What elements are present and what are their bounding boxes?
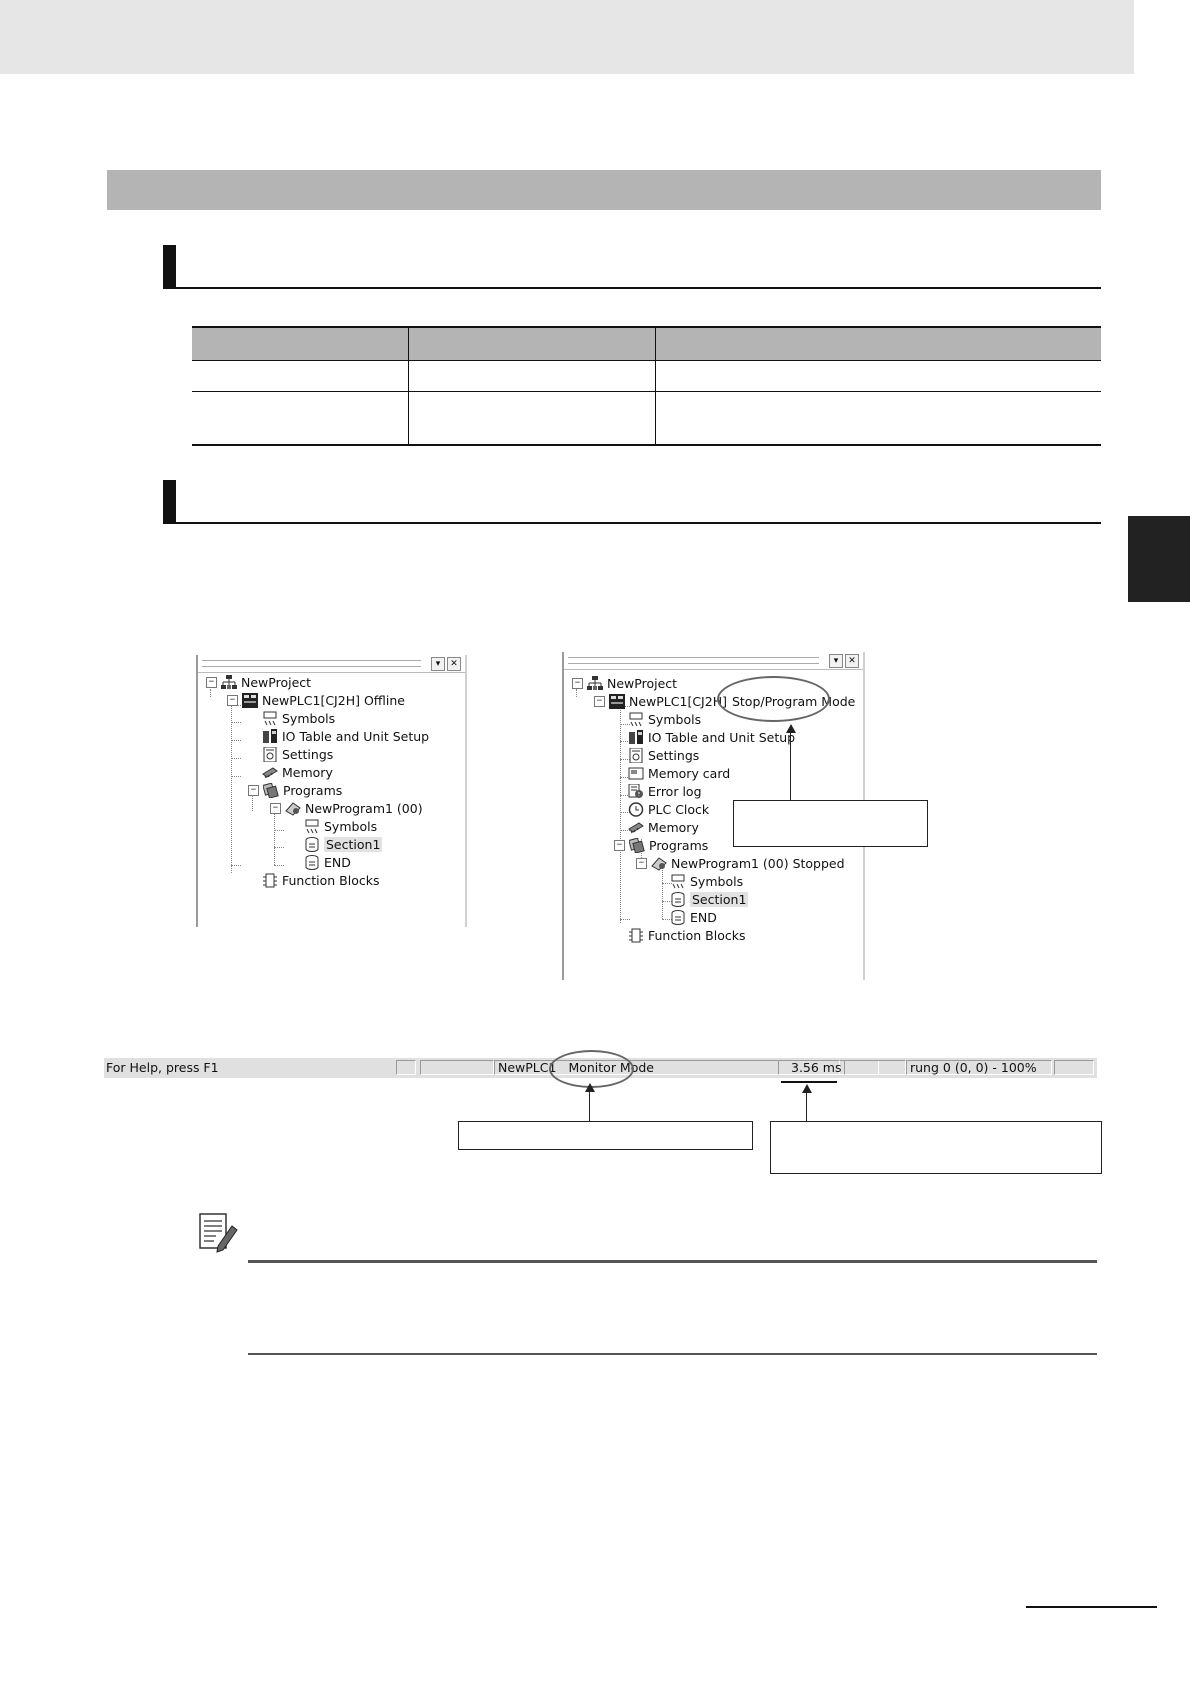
spec-table	[192, 326, 1101, 446]
tree-node-memory[interactable]	[628, 819, 699, 835]
subsection-heading-2	[163, 480, 1101, 524]
tree-node-label: Memory	[648, 819, 699, 835]
tree-node-section[interactable]	[304, 836, 382, 852]
tree-node-label: Programs	[649, 837, 709, 853]
plc-mode-label: Stop/Program Mode	[731, 693, 856, 709]
status-plc-name: NewPLC1	[498, 1060, 557, 1075]
status-help-text: For Help, press F1	[106, 1060, 219, 1075]
status-cell	[1054, 1060, 1094, 1075]
programs-icon	[263, 783, 279, 798]
tree-node-label: Error log	[648, 783, 702, 799]
memory-card-icon	[628, 766, 644, 781]
table-header-cell	[192, 327, 408, 361]
clock-icon	[628, 802, 644, 817]
plc-icon	[242, 693, 258, 708]
table-row	[192, 361, 1101, 392]
collapse-icon[interactable]: −	[248, 785, 259, 796]
tree-node-label: END	[324, 854, 351, 870]
tree-node-label: PLC Clock	[648, 801, 710, 817]
table-row	[192, 392, 1101, 446]
status-cell-cycle-time	[778, 1060, 840, 1075]
tree-node-program[interactable]	[270, 800, 423, 816]
function-block-icon	[628, 928, 644, 943]
section-icon	[670, 910, 686, 925]
tree-node-label: NewProject	[241, 674, 312, 690]
collapse-icon[interactable]: −	[614, 840, 625, 851]
note-icon	[198, 1212, 240, 1254]
programs-icon	[629, 838, 645, 853]
tree-node-end[interactable]	[670, 909, 717, 925]
plc-icon	[609, 694, 625, 709]
tree-node-end[interactable]	[304, 854, 351, 870]
settings-icon	[262, 747, 278, 762]
status-cell-rung	[906, 1060, 1052, 1075]
tree-node-program[interactable]	[636, 855, 845, 871]
tree-node-programs[interactable]	[614, 837, 708, 853]
table-cell	[192, 361, 408, 392]
function-block-icon	[262, 873, 278, 888]
symbols-icon	[304, 819, 320, 834]
dropdown-icon[interactable]: ▾	[431, 657, 445, 671]
tree-node-programs[interactable]	[248, 782, 342, 798]
dropdown-icon[interactable]: ▾	[829, 654, 843, 668]
mode-highlight-oval	[717, 676, 830, 722]
symbols-icon	[262, 711, 278, 726]
panel-title-bar[interactable]	[198, 655, 465, 673]
table-header-cell	[655, 327, 1101, 361]
subsection-heading-1	[163, 245, 1101, 289]
tree-node-error-log[interactable]	[628, 783, 702, 799]
table-cell	[408, 392, 655, 446]
arrow-up-icon	[786, 724, 796, 733]
callout-box-mode	[458, 1121, 753, 1150]
tree-node-io-table[interactable]	[262, 728, 429, 744]
tree-node-label: Symbols	[324, 818, 378, 834]
table-cell	[408, 361, 655, 392]
symbols-icon	[670, 874, 686, 889]
tree-node-project[interactable]	[206, 674, 311, 690]
collapse-icon[interactable]: −	[270, 803, 281, 814]
settings-icon	[628, 748, 644, 763]
note-bottom-rule	[248, 1353, 1097, 1355]
tree-node-plc-clock[interactable]	[628, 801, 709, 817]
tree-node-section[interactable]	[670, 891, 748, 907]
tree-node-label: Symbols	[690, 873, 744, 889]
program-icon	[285, 801, 301, 816]
tree-node-label: Section1	[326, 836, 381, 852]
collapse-icon[interactable]: −	[206, 677, 217, 688]
tree-node-settings[interactable]	[262, 746, 333, 762]
close-icon[interactable]: ✕	[447, 657, 461, 671]
tree-node-label: Symbols	[648, 711, 702, 727]
arrow-up-icon	[585, 1083, 595, 1092]
memory-icon	[262, 765, 278, 780]
note-top-rule	[248, 1260, 1097, 1263]
tree-node-label: END	[690, 909, 717, 925]
cycle-time-underline	[781, 1081, 837, 1083]
status-cell	[844, 1060, 906, 1075]
tree-node-label: IO Table and Unit Setup	[282, 728, 430, 744]
callout-leader-line	[589, 1091, 590, 1121]
section-icon	[304, 855, 320, 870]
tree-node-label: IO Table and Unit Setup	[648, 729, 796, 745]
error-log-icon	[628, 784, 644, 799]
table-cell	[655, 361, 1101, 392]
panel-title-bar[interactable]	[564, 652, 863, 670]
project-tree-panel-offline	[196, 655, 467, 927]
chapter-tab	[1128, 516, 1190, 602]
tree-node-label: NewProject	[607, 675, 678, 691]
tree-node-symbols[interactable]	[262, 710, 335, 726]
tree-node-label: NewPLC1[CJ2H] Offline	[262, 692, 405, 708]
tree-node-memory[interactable]	[262, 764, 333, 780]
tree-node-label: Programs	[283, 782, 343, 798]
network-icon	[587, 676, 603, 691]
tree-node-label: NewPLC1[CJ2H]	[629, 693, 727, 709]
tree-node-label: NewProgram1 (00)	[305, 800, 423, 816]
callout-leader-line	[806, 1092, 807, 1121]
arrow-up-icon	[802, 1084, 812, 1093]
tree-node-label: Settings	[282, 746, 334, 762]
footer-rule	[1026, 1606, 1157, 1608]
close-icon[interactable]: ✕	[845, 654, 859, 668]
status-mode: Monitor Mode	[568, 1060, 654, 1075]
network-icon	[221, 675, 237, 690]
tree-node-label: Memory card	[648, 765, 731, 781]
tree-node-label: Function Blocks	[648, 927, 746, 943]
table-header-cell	[408, 327, 655, 361]
callout-leader-line	[790, 732, 791, 800]
tree-node-function-blocks[interactable]	[628, 927, 745, 943]
tree-node-label: Section1	[692, 891, 747, 907]
io-table-icon	[628, 730, 644, 745]
tree-node-function-blocks[interactable]	[262, 872, 379, 888]
tree-node-label: Memory	[282, 764, 333, 780]
status-cell	[396, 1060, 416, 1075]
symbols-icon	[628, 712, 644, 727]
tree-node-io-table[interactable]	[628, 729, 795, 745]
section-icon	[304, 837, 320, 852]
section-heading-bar	[107, 170, 1101, 210]
tree-node-program-symbols[interactable]	[304, 818, 377, 834]
collapse-icon[interactable]: −	[227, 695, 238, 706]
collapse-icon[interactable]: −	[594, 696, 605, 707]
io-table-icon	[262, 729, 278, 744]
tree-node-symbols[interactable]	[628, 711, 701, 727]
section-icon	[670, 892, 686, 907]
program-icon	[651, 856, 667, 871]
tree-node-plc[interactable]	[227, 692, 405, 708]
table-cell	[192, 392, 408, 446]
tree-node-project[interactable]	[572, 675, 677, 691]
status-rung: rung 0 (0, 0) - 100%	[910, 1060, 1037, 1075]
tree-node-settings[interactable]	[628, 747, 699, 763]
table-header-row	[192, 327, 1101, 361]
memory-icon	[628, 820, 644, 835]
table-cell	[655, 392, 1101, 446]
page-header-band	[0, 0, 1134, 74]
tree-node-label: NewProgram1 (00) Stopped	[671, 855, 845, 871]
tree-node-label: Function Blocks	[282, 872, 380, 888]
callout-box-cycle-time	[770, 1121, 1102, 1174]
tree-node-label: Symbols	[282, 710, 336, 726]
tree-node-program-symbols[interactable]	[670, 873, 743, 889]
callout-box-operating-mode	[733, 800, 928, 847]
collapse-icon[interactable]: −	[636, 858, 647, 869]
tree-node-label: Settings	[648, 747, 700, 763]
status-cell	[420, 1060, 494, 1075]
tree-node-memory-card[interactable]	[628, 765, 730, 781]
collapse-icon[interactable]: −	[572, 678, 583, 689]
status-cycle-time: 3.56 ms	[791, 1060, 842, 1075]
